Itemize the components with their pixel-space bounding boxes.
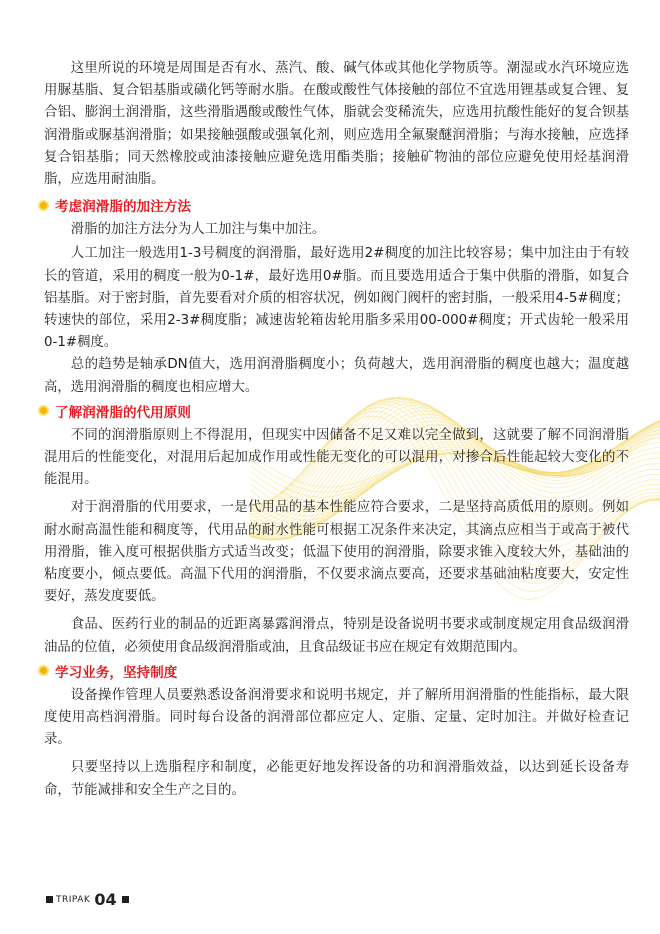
paragraph: 不同的润滑脂原则上不得混用，但现实中因储备不足又难以完全做到，这就要了解不同润滑脂混用后的性能变化，对混用后起加成作用或性能无变化的可以混用，对掺合后性能起较大变化的不能混用。 — [44, 427, 629, 488]
heading-text: 了解润滑脂的代用原则 — [55, 404, 191, 421]
paragraph: 设备操作管理人员要熟悉设备润滑要求和说明书规定，并了解所用润滑脂的性能指标，最大限度使用高档润滑脂。同时每台设备的润滑部位都应定人、定脂、定量、定时加注。并做好检查记录。 — [44, 687, 629, 748]
brand-name: TRIPAK — [56, 894, 91, 905]
paragraph: 对于润滑脂的代用要求，一是代用品的基本性能应符合要求，二是坚持高质低用的原则。例如耐水耐高温性能和稠度等，代用品的耐水性能可根据工况条件来决定，其滴点应相当于或高于被代用滑脂，锥入度可根据供脂方式适当改变；低温下使用的润滑脂，除要求锥入度较大外，基础油的粘度要小，倾点要低。高温下代用的润滑脂，不仅要求滴点要高，还要求基础油粘度要大，安定性要好，蒸发度要低。 — [44, 500, 629, 605]
article-body — [44, 58, 629, 810]
paragraph: 食品、医药行业的制品的近距离暴露润滑点，特别是设备说明书要求或制度规定用食品级润滑油品的位值，必须使用食品级润滑脂或油，且食品级证书应在规定有效期范围内。 — [44, 617, 629, 655]
square-icon — [122, 896, 129, 903]
paragraph: 人工加注一般选用1-3号稠度的润滑脂，最好选用2#稠度的加注比较容易；集中加注由于有较长的管道，采用的稠度一般为0-1#，最好选用0#脂。而且要选用适合于集中供脂的滑脂，如复合铝基脂。对于密封脂，首先要看对介质的相容状况，例如阀门阀杆的密封脂，一般采用4-5#稠度；转速快的部位，采用2-3#稠度脂；减速齿轮箱齿轮用脂多采用00-000#稠度；开式齿轮一般采用0-1#稠度。 — [44, 246, 629, 351]
paragraph: 滑脂的加注方法分为人工加注与集中加注。 — [70, 222, 326, 238]
bullet-icon — [38, 405, 49, 416]
section-heading — [38, 661, 629, 681]
paragraph: 总的趋势是轴承DN值大，选用润滑脂稠度小；负荷越大，选用润滑脂的稠度也越大；温度越高，选用润滑脂的稠度也相应增大。 — [44, 357, 629, 395]
bullet-icon — [38, 665, 49, 676]
bullet-icon — [38, 200, 49, 211]
paragraph: 这里所说的环境是周围是否有水、蒸汽、酸、碱气体或其他化学物质等。潮湿或水汽环境应选用脲基脂、复合铝基脂或磺化钙等耐水脂。在酸或酸性气体接触的部位不宜选用锂基或复合锂、复合铝、膨润土润滑脂，这些滑脂遇酸或酸性气体，脂就会变稀流失，应选用抗酸性能好的复合钡基润滑脂或脲基润滑脂；如果接触强酸或强氧化剂，则应选用全氟聚醚润滑脂；与海水接触，应选择复合铝基脂；同天然橡胶或油漆接触应避免选用酯类脂；接触矿物油的部位应避免使用烃基润滑脂，应选用耐油脂。 — [44, 61, 629, 188]
square-icon — [46, 896, 53, 903]
section-heading — [38, 195, 629, 215]
paragraph: 只要坚持以上选脂程序和制度，必能更好地发挥设备的功和润滑脂效益，以达到延长设备寿命，节能减排和安全生产之目的。 — [44, 760, 629, 798]
page-number: 04 — [94, 890, 117, 909]
heading-text: 考虑润滑脂的加注方法 — [55, 199, 191, 216]
page-footer — [46, 890, 129, 909]
section-heading — [38, 401, 629, 421]
heading-text: 学习业务，坚持制度 — [55, 664, 178, 681]
